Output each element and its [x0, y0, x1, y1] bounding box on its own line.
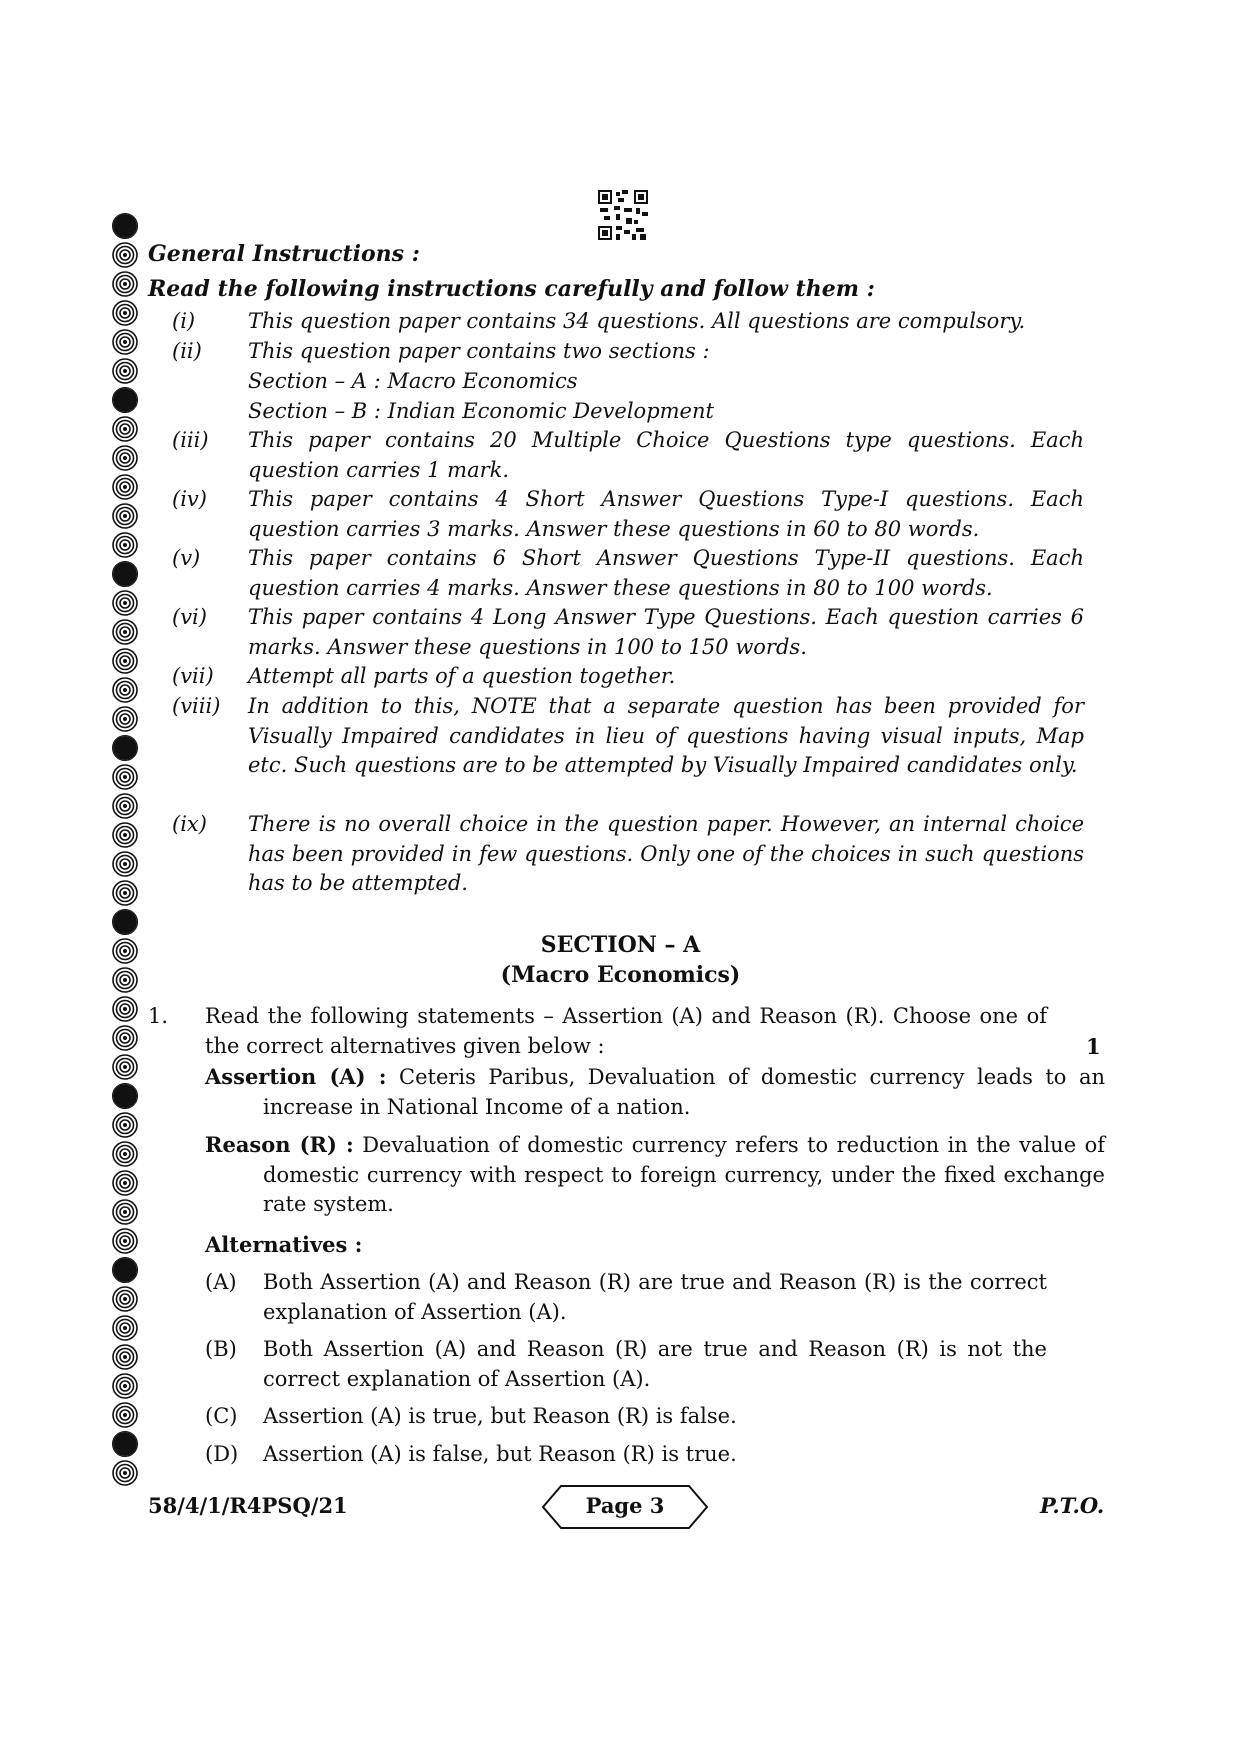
rosette-icon — [111, 1227, 139, 1255]
question-stem: Read the following statements – Assertion (A) and Reason (R). Choose one of the correct alternatives given below : — [205, 1004, 1047, 1058]
instruction-text: Section – B : Indian Economic Development — [248, 399, 714, 423]
instruction-text: There is no overall choice in the question paper. However, an internal choice has been provided in few questions. Only one of the choices in such questions has to be attempted. — [248, 812, 1084, 895]
option-letter: (A) — [205, 1270, 237, 1294]
instruction-item — [172, 307, 1084, 337]
rosette-icon — [111, 473, 139, 501]
assertion-label: Assertion (A) : — [205, 1064, 387, 1089]
rosette-icon — [111, 560, 139, 588]
instruction-text: This paper contains 4 Short Answer Questions Type-I questions. Each question carries 3 marks. Answer these questions in 60 to 80 words. — [248, 487, 1084, 541]
option-b — [205, 1335, 1047, 1394]
section-title: SECTION – A — [540, 932, 701, 958]
rosette-icon — [111, 1169, 139, 1197]
instruction-item — [172, 692, 1084, 810]
rosette-icon — [111, 705, 139, 733]
rosette-icon — [111, 1314, 139, 1342]
assertion-block — [205, 1062, 1105, 1122]
alternatives-label: Alternatives : — [205, 1232, 363, 1257]
instruction-text: In addition to this, NOTE that a separate question has been provided for Visually Impaired candidates in lieu of questions having visual inputs, Map etc. Such questions are to be attempted by Visually Impaired candidates only. — [248, 694, 1084, 777]
rosette-icon — [111, 502, 139, 530]
rosette-icon — [111, 1343, 139, 1371]
paper-code: 58/4/1/R4PSQ/21 — [148, 1493, 348, 1518]
rosette-icon — [111, 1024, 139, 1052]
section-subtitle: (Macro Economics) — [500, 962, 741, 988]
rosette-icon — [111, 386, 139, 414]
instruction-text: Section – A : Macro Economics — [248, 369, 578, 393]
instruction-text: This paper contains 20 Multiple Choice Questions type questions. Each question carries 1 mark. — [248, 428, 1084, 482]
reason-label: Reason (R) : — [205, 1132, 354, 1157]
instruction-text: Attempt all parts of a question together. — [248, 664, 676, 688]
instruction-number: (vi) — [172, 605, 207, 629]
rosette-icon — [111, 212, 139, 240]
rosette-icon — [111, 676, 139, 704]
instruction-number: (iv) — [172, 487, 207, 511]
rosette-icon — [111, 792, 139, 820]
rosette-icon — [111, 618, 139, 646]
instruction-number: (ix) — [172, 812, 207, 836]
rosette-icon — [111, 270, 139, 298]
instruction-item — [172, 485, 1084, 544]
rosette-icon — [111, 589, 139, 617]
rosette-icon — [111, 299, 139, 327]
instruction-number: (iii) — [172, 428, 209, 452]
instruction-number: (viii) — [172, 694, 221, 718]
instructions-subheading: Read the following instructions carefully and follow them : — [148, 276, 875, 302]
rosette-icon — [111, 879, 139, 907]
rosette-icon — [111, 763, 139, 791]
margin-rosette-border — [111, 212, 141, 1488]
rosette-icon — [111, 995, 139, 1023]
instruction-item — [172, 367, 1084, 397]
instruction-number: (v) — [172, 546, 201, 570]
option-letter: (C) — [205, 1404, 238, 1428]
instruction-item — [172, 426, 1084, 485]
instructions-heading: General Instructions : — [148, 241, 420, 267]
instruction-item — [172, 337, 1084, 367]
option-text: Both Assertion (A) and Reason (R) are true and Reason (R) is the correct explanation of Assertion (A). — [263, 1270, 1047, 1324]
qr-code — [598, 190, 648, 240]
instruction-number: (ii) — [172, 339, 202, 363]
rosette-icon — [111, 647, 139, 675]
option-text: Assertion (A) is false, but Reason (R) is true. — [263, 1442, 737, 1466]
rosette-icon — [111, 1430, 139, 1458]
option-text: Both Assertion (A) and Reason (R) are true and Reason (R) is not the correct explanation of Assertion (A). — [263, 1337, 1047, 1391]
reason-block — [205, 1130, 1105, 1220]
instruction-text: This question paper contains two sections : — [248, 339, 710, 363]
page-number: Page 3 — [585, 1493, 665, 1518]
rosette-icon — [111, 821, 139, 849]
pto-label: P.T.O. — [1040, 1493, 1105, 1518]
rosette-icon — [111, 850, 139, 878]
rosette-icon — [111, 1198, 139, 1226]
rosette-icon — [111, 328, 139, 356]
rosette-icon — [111, 1401, 139, 1429]
instruction-item — [172, 397, 1084, 427]
rosette-icon — [111, 1256, 139, 1284]
rosette-icon — [111, 531, 139, 559]
rosette-icon — [111, 734, 139, 762]
option-c — [205, 1402, 1047, 1432]
rosette-icon — [111, 444, 139, 472]
option-a — [205, 1268, 1047, 1327]
rosette-icon — [111, 415, 139, 443]
assertion-text: Ceteris Paribus, Devaluation of domestic currency leads to an increase in National Income of a nation. — [263, 1065, 1105, 1119]
reason-text: Devaluation of domestic currency refers to reduction in the value of domestic currency with respect to foreign currency, under the fixed exchange rate system. — [263, 1133, 1105, 1216]
rosette-icon — [111, 357, 139, 385]
rosette-icon — [111, 241, 139, 269]
option-d — [205, 1440, 1047, 1470]
instruction-item — [172, 662, 1084, 692]
instruction-item — [172, 544, 1084, 603]
rosette-icon — [111, 1285, 139, 1313]
rosette-icon — [111, 1459, 139, 1487]
instruction-item — [172, 810, 1084, 899]
rosette-icon — [111, 1140, 139, 1168]
rosette-icon — [111, 1082, 139, 1110]
instruction-text: This question paper contains 34 questions. All questions are compulsory. — [248, 309, 1026, 333]
question-marks: 1 — [1086, 1034, 1101, 1059]
instruction-text: This paper contains 6 Short Answer Questions Type-II questions. Each question carries 4 marks. Answer these questions in 80 to 100 words. — [248, 546, 1084, 600]
rosette-icon — [111, 1372, 139, 1400]
option-letter: (D) — [205, 1442, 239, 1466]
instruction-number: (vii) — [172, 664, 214, 688]
instruction-number: (i) — [172, 309, 196, 333]
instruction-text: This paper contains 4 Long Answer Type Questions. Each question carries 6 marks. Answer these questions in 100 to 150 words. — [248, 605, 1084, 659]
option-letter: (B) — [205, 1337, 237, 1361]
rosette-icon — [111, 1053, 139, 1081]
instruction-item — [172, 603, 1084, 662]
rosette-icon — [111, 1111, 139, 1139]
option-text: Assertion (A) is true, but Reason (R) is false. — [263, 1404, 737, 1428]
question-number: 1. — [148, 1004, 169, 1028]
